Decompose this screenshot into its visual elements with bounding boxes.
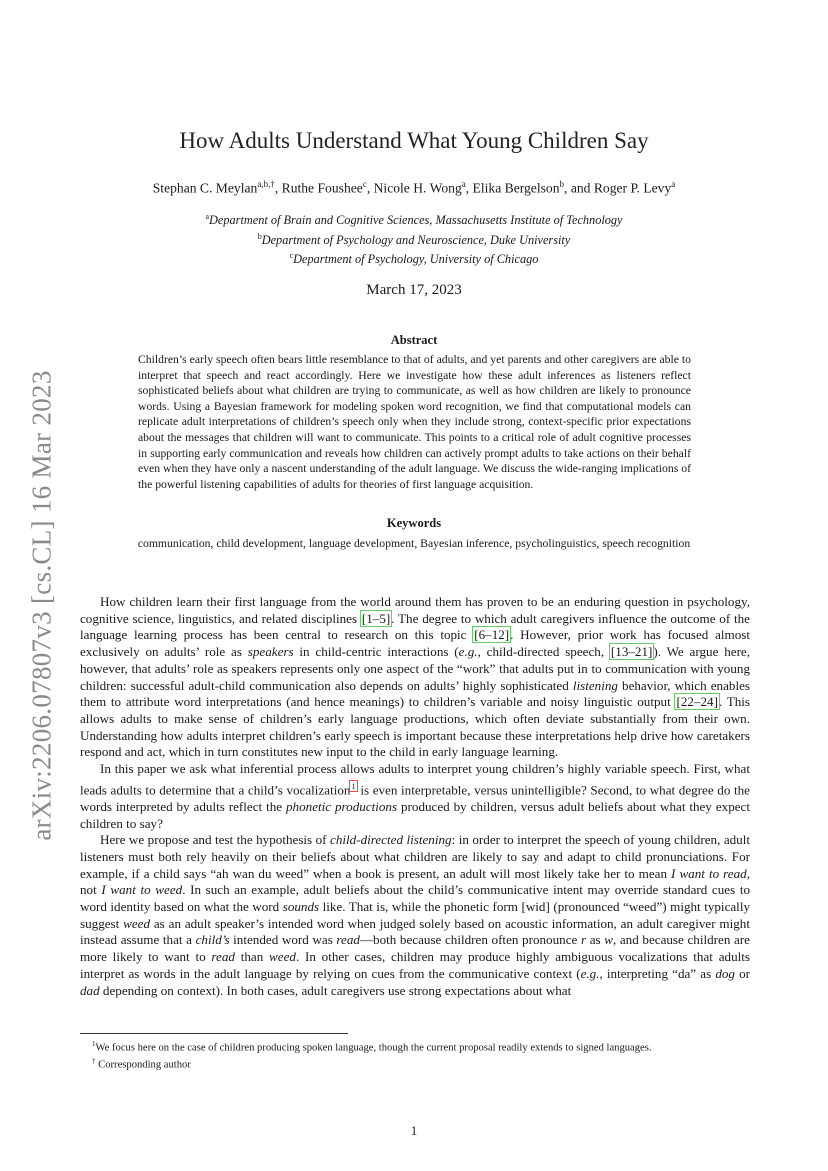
emphasis: dog <box>715 965 735 981</box>
text-run: : in order to interpret the speech of young children, adult listeners must both rely heavily on their beliefs about what children are likely to say and adapt to child pronunciations. For example, if a child says “ah wan du weed” when a book is present, an adult will most likely take her to mean <box>80 832 751 881</box>
text-run: . The degree to which adult caregivers influence the outcome of the language learning process has been central to research on this topic <box>80 610 750 643</box>
affiliation-line <box>80 229 748 249</box>
author-mark: b <box>559 179 565 189</box>
text-run: —both because children often pronounce <box>359 932 581 948</box>
text-run: ). We argue here, however, that adults’ role as speakers represents only one aspect of the “work” that adults put in to communication with young children: successful adult-child communication also depends on adults’ highly sophisticated <box>80 644 751 693</box>
affiliation-mark: a <box>205 212 210 221</box>
text-run: in child-centric interactions ( <box>293 644 459 660</box>
text-run: . In other cases, children may produce highly ambiguous vocalizations that adults interpret as words in the adult language by relying on cues from the communicative context ( <box>80 949 750 981</box>
text-run: , not <box>80 865 750 898</box>
emphasis: child-directed listening <box>330 832 452 848</box>
author-mark: a <box>671 179 676 189</box>
footnote-text: Corresponding author <box>95 1059 191 1071</box>
text-run: is even interpretable, versus unintelligible? Second, to what degree do the words interpreted by adults reflect the <box>80 782 750 814</box>
emphasis: I want to weed <box>101 882 183 898</box>
footnote-mark: 1 <box>92 1040 96 1048</box>
keywords-text: communication, child development, language development, Bayesian inference, psycholinguistics, speech recognition <box>137 537 691 550</box>
footnote <box>80 1038 750 1055</box>
text-run: . In such an example, adult beliefs about the child’s communicative intent may override standard cues to word identity based on what the word <box>80 882 751 915</box>
affiliation-text: Department of Brain and Cognitive Sciences, Massachusetts Institute of Technology <box>209 213 623 228</box>
text-run: . This allows adults to make sense of children’s early language productions, which often deviate substantially from their own. Understanding how adults interpret children’s early speech is important because these interpretations help drive how caretakers respond and act, which in turn constitutes new input to the child in early language learning. <box>80 694 750 760</box>
footnote-rule <box>80 1033 348 1034</box>
emphasis: I want to read <box>671 865 747 881</box>
text-run: behavior, which enables them to attribute word interpretations (and hence meanings) to children’s variable and noisy linguistic output <box>80 677 750 710</box>
citation-link[interactable]: [13–21] <box>610 644 653 660</box>
emphasis: read <box>211 949 235 965</box>
text-run: . However, prior work has focused almost exclusively on adults’ role as <box>80 627 750 660</box>
text-run: as <box>586 932 605 948</box>
text-run: intended word was <box>229 932 337 948</box>
affiliation-mark: c <box>289 251 294 260</box>
emphasis: w <box>604 932 613 948</box>
emphasis: listening <box>572 677 618 693</box>
emphasis: dad <box>80 982 100 998</box>
body-text <box>80 594 750 999</box>
author-list: Stephan C. Meylan$^{a,b,\dagger}$, Ruthe Foushee$^c$, Nicole H. Wong$^a$, Elika Bergelson$^b$, and Roger P. Levy$^a$ <box>152 179 676 196</box>
text-run: or <box>734 965 750 981</box>
keywords-heading: Keywords <box>386 516 442 530</box>
text-run: as an adult speaker’s intended word when judged solely based on acoustic information, an adult caregiver might instead assume that a <box>80 915 750 948</box>
citation-link[interactable]: [1–5] <box>361 610 391 626</box>
author-name: Elika Bergelson <box>472 180 560 196</box>
text-run: , child-directed speech, <box>477 644 610 660</box>
emphasis: speakers <box>247 644 294 660</box>
body-paragraph <box>80 832 750 999</box>
paper-date: March 17, 2023 <box>366 282 462 298</box>
affiliation-line <box>80 209 748 229</box>
footnote <box>80 1055 750 1072</box>
footnotes <box>80 1038 750 1071</box>
paper-title: How Adults Understand What Young Children Say <box>179 128 649 153</box>
author-name: Ruthe Foushee <box>281 180 363 196</box>
text-run: depending on context). In both cases, adult caregivers use strong expectations about what <box>99 982 572 998</box>
text-run: , and because children are more likely to want to <box>80 932 750 965</box>
affiliation-text: Department of Psychology, University of Chicago <box>293 252 539 267</box>
citation-link[interactable]: [6–12] <box>474 627 510 643</box>
author-name: Nicole H. Wong <box>373 180 462 196</box>
body-paragraph <box>80 594 750 761</box>
arxiv-stamp <box>22 360 62 850</box>
emphasis: sounds <box>282 899 320 915</box>
text-run: Here we propose and test the hypothesis of <box>100 832 331 848</box>
emphasis: weed <box>269 949 296 965</box>
affiliation-mark: b <box>257 231 262 241</box>
text-run: In this paper we ask what inferential process allows adults to interpret young children’s highly variable speech. First, what leads adults to determine that a child’s vocalization <box>80 761 750 798</box>
emphasis: e.g. <box>580 965 600 981</box>
arxiv-id: arXiv:2206.07807v3 [cs.CL] 16 Mar 2023 <box>26 369 57 841</box>
affiliation-line <box>80 248 748 268</box>
abstract-heading: Abstract <box>390 333 438 347</box>
author-mark: a <box>461 179 466 189</box>
emphasis: r <box>580 932 587 948</box>
text-run: than <box>234 949 270 965</box>
text-run: How children learn their first language from the world around them has proven to be an enduring question in psychology, cognitive science, linguistics, and related disciplines <box>80 594 750 626</box>
footnote-text: We focus here on the case of children producing spoken language, though the current proposal readily extends to signed languages. <box>95 1042 652 1054</box>
author-mark: c <box>362 179 367 189</box>
author-mark: a,b,† <box>257 179 275 189</box>
affiliations <box>80 209 748 268</box>
author-name: Roger P. Levy <box>593 180 672 196</box>
body-paragraph <box>80 761 750 832</box>
citation-link[interactable]: [22–24] <box>676 694 718 710</box>
emphasis: read <box>336 932 360 948</box>
text-run: produced by children, versus adult beliefs about what they expect children to say? <box>80 798 750 831</box>
affiliation-text: Department of Psychology and Neuroscience, Duke University <box>261 232 571 247</box>
abstract-text: Children’s early speech often bears little resemblance to that of adults, and yet parents and other caregivers are able to interpret that speech and react accordingly. Here we investigate how these adult inferences as listeners reflect sophisticated beliefs about what children are trying to communicate, as well as how children are likely to pronounce words. Using a Bayesian framework for modeling spoken word recognition, we find that computational models can replicate adult interpretations of children’s speech only when they include strong, context-specific prior expectations about the messages that children will want to communicate. This points to a critical role of adult cognitive processes in supporting early communication and reveals how children can actively prompt adults to take actions on their behalf even when they have only a nascent understanding of the adult language. We discuss the wide-ranging implications of the powerful listening capabilities of adults for theories of first language acquisition. <box>138 353 691 491</box>
emphasis: phonetic productions <box>286 798 398 814</box>
text-run: like. That is, while the phonetic form [wid] (pronounced “weed”) might typically suggest <box>80 899 751 931</box>
emphasis: e.g. <box>458 644 478 660</box>
footnote-mark: † <box>92 1056 96 1065</box>
page-number: 1 <box>410 1123 418 1138</box>
footnote-ref[interactable]: 1 <box>351 780 356 791</box>
author-name: Stephan C. Meylan <box>152 180 258 196</box>
emphasis: child’s <box>195 932 230 948</box>
emphasis: weed <box>123 915 151 931</box>
text-run: , interpreting “da” as <box>599 965 716 981</box>
